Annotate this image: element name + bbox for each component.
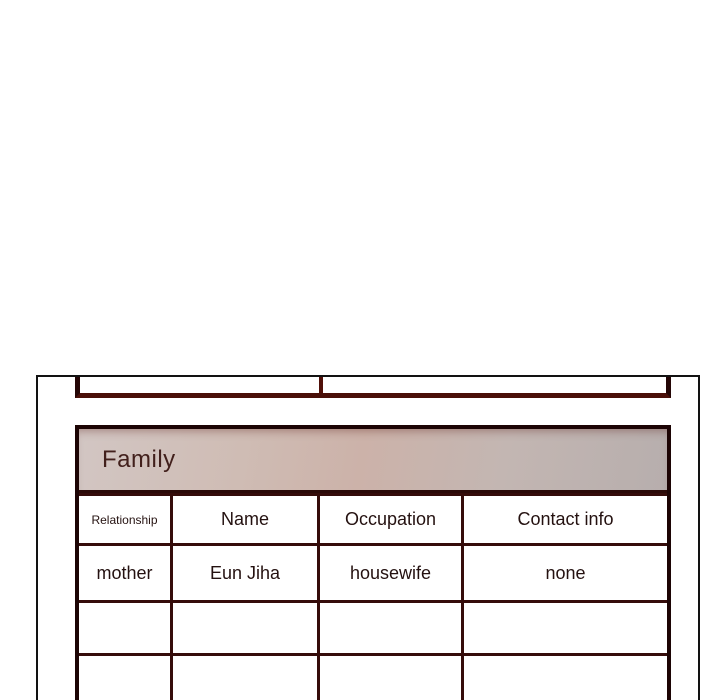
family-table (75, 425, 671, 700)
empty-cell (464, 603, 667, 653)
cell-relationship-mother: mother (79, 546, 170, 600)
column-header-contact-info: Contact info (464, 496, 667, 543)
column-header-name: Name (173, 496, 317, 543)
empty-cell (320, 603, 461, 653)
empty-cell (464, 656, 667, 700)
family-table-header (79, 429, 667, 493)
cell-occupation-housewife: housewife (320, 546, 461, 600)
family-table-title: Family (102, 445, 176, 473)
cell-name-eun-jiha: Eun Jiha (173, 546, 317, 600)
cell-contact-none: none (464, 546, 667, 600)
empty-cell (320, 656, 461, 700)
column-header-occupation: Occupation (320, 496, 461, 543)
empty-cell (173, 603, 317, 653)
upper-table-cutoff (75, 377, 671, 398)
column-header-relationship: Relationship (79, 496, 170, 543)
upper-table-divider (319, 377, 323, 393)
empty-cell (79, 603, 170, 653)
empty-cell (79, 656, 170, 700)
family-table-grid (79, 493, 667, 700)
empty-cell (173, 656, 317, 700)
